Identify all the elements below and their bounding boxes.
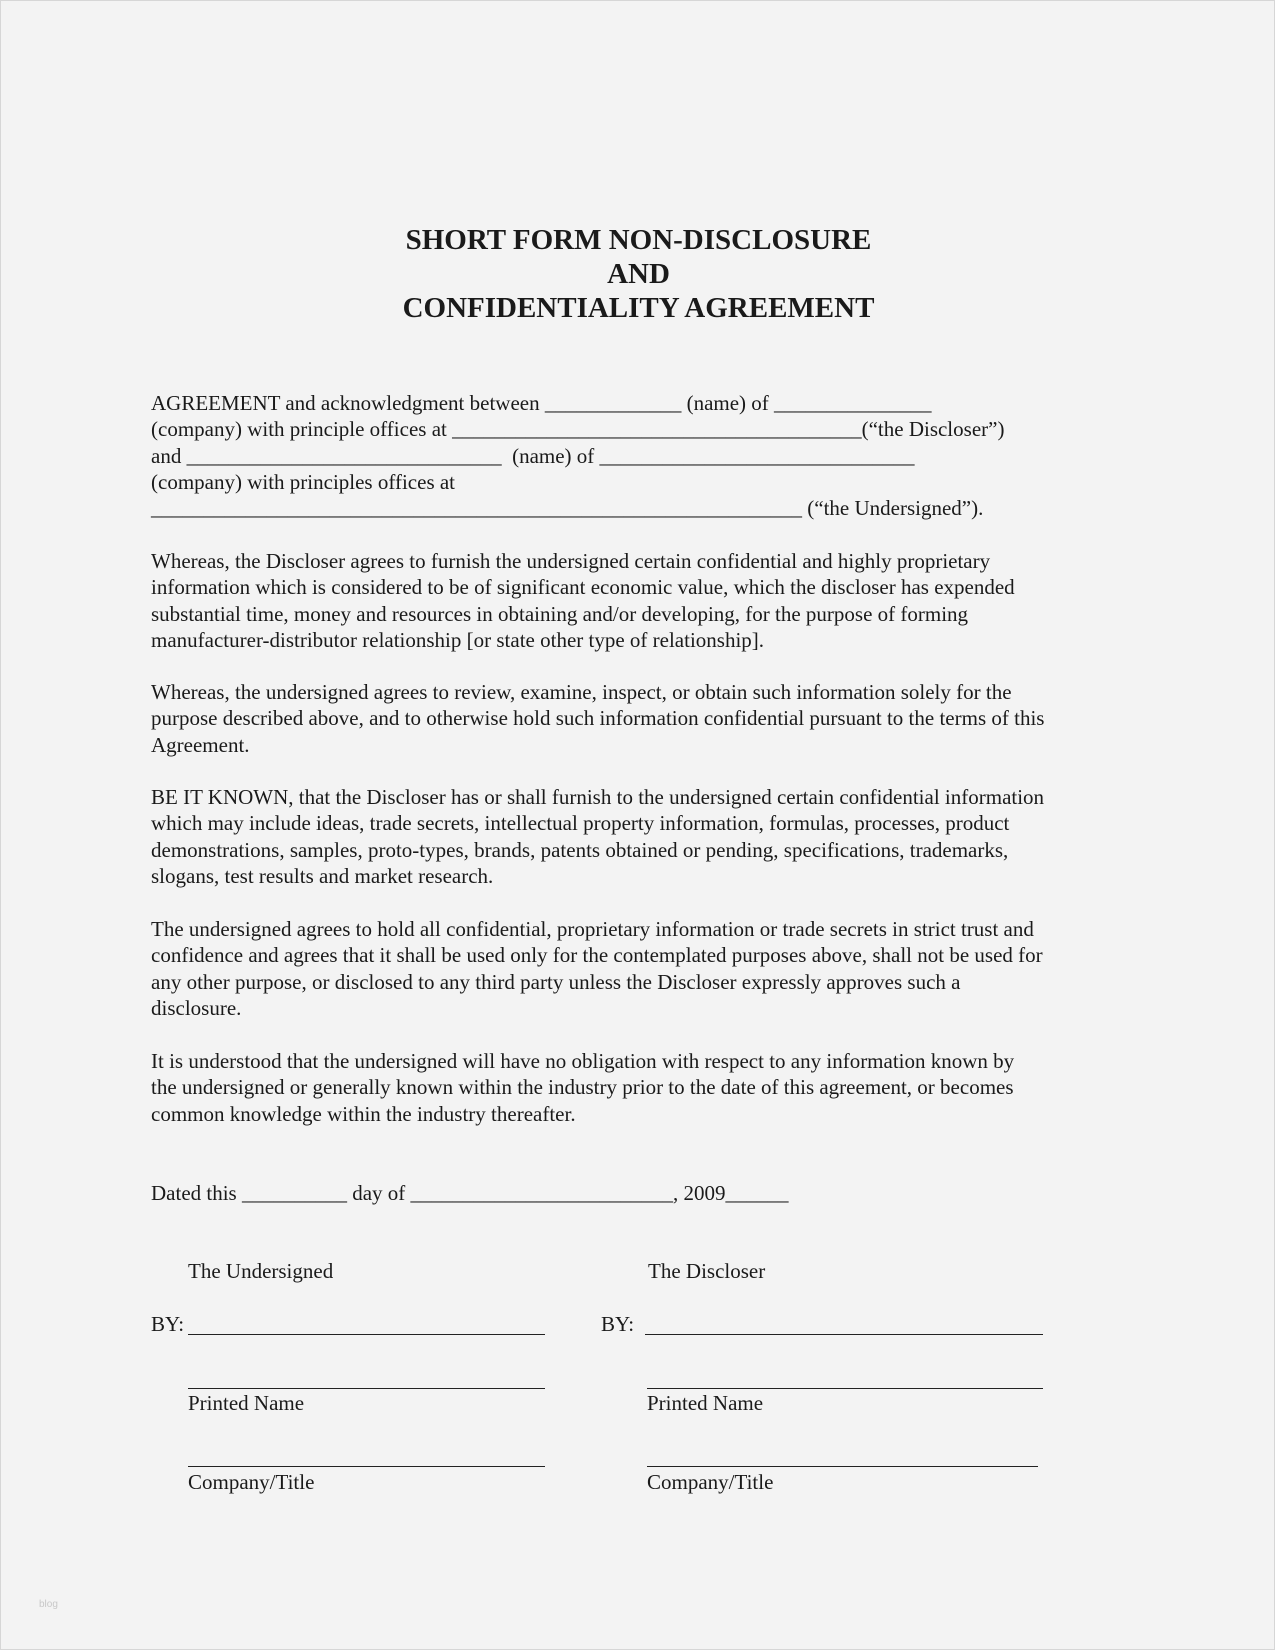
title-line-2: AND	[607, 258, 670, 290]
paragraph-line: Whereas, the undersigned agrees to review, examine, inspect, or obtain such information solely for the	[151, 680, 1012, 704]
undersigned-by-label: BY:	[151, 1312, 185, 1336]
discloser-company-title-label: Company/Title	[647, 1470, 774, 1494]
paragraph-line: which may include ideas, trade secrets, intellectual property information, formulas, processes, product	[151, 811, 1010, 836]
intro-line: and ______________________________ (name) of ______________________________	[151, 443, 915, 468]
paragraph-line: slogans, test results and market research.	[151, 863, 494, 888]
watermark-text: blog	[39, 1599, 58, 1610]
paragraph-line: The undersigned agrees to hold all confidential, proprietary information or trade secrets in strict trust and	[151, 917, 1034, 941]
intro-line: (company) with principles offices at	[151, 469, 456, 494]
paragraph-line: common knowledge within the industry thereafter.	[151, 1101, 576, 1126]
paragraph-be-it-known	[151, 784, 1151, 889]
paragraph-obligations	[151, 916, 1151, 1021]
paragraph-exclusions	[151, 1048, 1151, 1127]
paragraph-line: Whereas, the Discloser agrees to furnish the undersigned certain confidential and highly proprietary	[151, 549, 991, 573]
paragraph-whereas-discloser	[151, 548, 1151, 653]
paragraph-line: It is understood that the undersigned will have no obligation with respect to any information known by	[151, 1049, 1015, 1073]
paragraph-line: any other purpose, or disclosed to any third party unless the Discloser expressly approves such a	[151, 969, 961, 994]
undersigned-company-title-line	[188, 1466, 545, 1467]
paragraph-line: information which is considered to be of significant economic value, which the discloser has expended	[151, 575, 1015, 600]
discloser-by-label: BY:	[601, 1312, 635, 1336]
discloser-company-title-line	[647, 1466, 1038, 1467]
paragraph-line: manufacturer-distributor relationship [or state other type of relationship].	[151, 627, 765, 652]
paragraph-line: substantial time, money and resources in obtaining and/or developing, for the purpose of forming	[151, 601, 969, 626]
undersigned-company-title-label: Company/Title	[188, 1470, 315, 1494]
discloser-printed-name-label: Printed Name	[647, 1391, 764, 1415]
dated-line	[151, 1180, 1151, 1206]
intro-line: ______________________________________________________________ (“the Undersigned”).	[151, 496, 984, 521]
undersigned-printed-name-line	[188, 1388, 545, 1389]
paragraph-line: disclosure.	[151, 995, 242, 1020]
paragraph-line: Agreement.	[151, 732, 250, 757]
intro-line: (company) with principle offices at _______________________________________(“the Discloser”)	[151, 417, 1005, 442]
paragraph-line: purpose described above, and to otherwise hold such information confidential pursuant to the terms of this	[151, 706, 1045, 731]
paragraph-line: BE IT KNOWN, that the Discloser has or shall furnish to the undersigned certain confidential information	[151, 785, 1045, 809]
dated-text: Dated this __________ day of _________________________, 2009______	[151, 1181, 789, 1205]
undersigned-printed-name-label: Printed Name	[188, 1391, 305, 1415]
title-line-3: CONFIDENTIALITY AGREEMENT	[402, 292, 875, 324]
discloser-signature-line	[645, 1334, 1043, 1335]
paragraph-whereas-undersigned	[151, 679, 1151, 758]
paragraph-line: the undersigned or generally known within the industry prior to the date of this agreement, or becomes	[151, 1075, 1014, 1100]
discloser-label: The Discloser	[648, 1259, 766, 1283]
paragraph-line: confidence and agrees that it shall be used only for the contemplated purposes above, shall not be used for	[151, 943, 1043, 968]
intro-parties	[151, 390, 1151, 521]
intro-line: AGREEMENT and acknowledgment between _____________ (name) of _______________	[151, 391, 932, 415]
paragraph-line: demonstrations, samples, proto-types, brands, patents obtained or pending, specifications, trademarks,	[151, 837, 1009, 862]
title-line-1: SHORT FORM NON-DISCLOSURE	[405, 224, 872, 256]
discloser-printed-name-line	[647, 1388, 1043, 1389]
document-title	[1, 223, 1275, 325]
undersigned-label: The Undersigned	[188, 1259, 334, 1283]
undersigned-signature-line	[188, 1334, 545, 1335]
